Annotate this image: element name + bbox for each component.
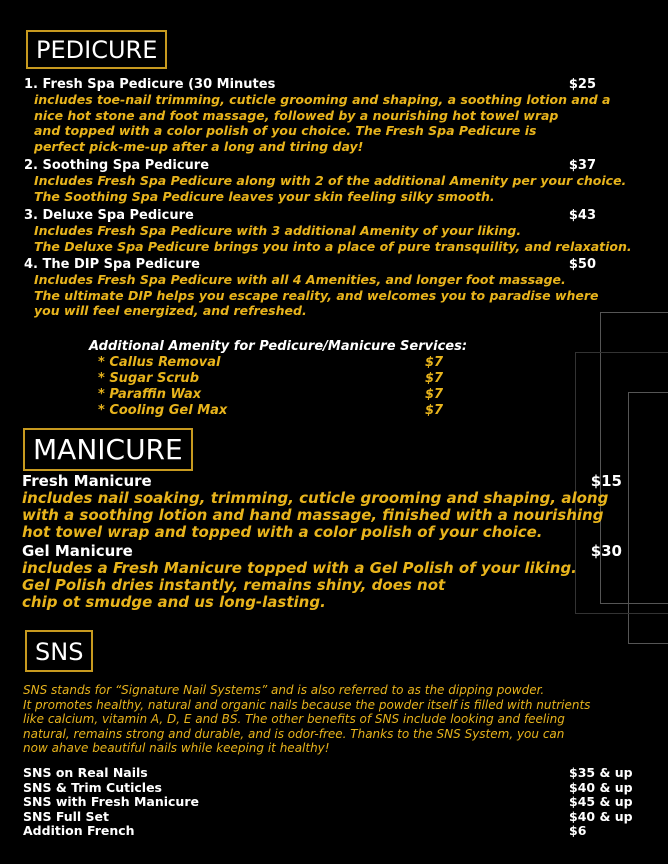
manicure-heading: MANICURE — [23, 428, 193, 471]
sns-heading: SNS — [25, 630, 93, 672]
service-price: $25 — [568, 77, 596, 92]
service-name: 3. Deluxe Spa Pedicure — [24, 208, 194, 223]
service-name: 2. Soothing Spa Pedicure — [24, 158, 210, 173]
amenity-item: * Callus Removal $7 — [98, 355, 444, 370]
service-name: Gel Manicure — [22, 542, 133, 560]
pedicure-service — [24, 77, 640, 154]
amenities-list — [89, 339, 469, 419]
service-description: Includes Fresh Spa Pedicure with all 4 Amenities, and longer foot massage. The ultimate DIP helps you escape reality, and welcomes you to paradise where you will feel energized, and refreshed. — [34, 272, 599, 319]
pedicure-heading: PEDICURE — [26, 30, 167, 69]
sns-item: SNS on Real Nails $35 & up — [23, 765, 633, 780]
service-price: $50 — [568, 257, 596, 272]
sns-price-list — [23, 766, 639, 839]
manicure-service — [22, 472, 628, 541]
sns-item: SNS Full Set $40 & up — [23, 808, 633, 824]
pedicure-service — [24, 208, 640, 254]
service-price: $37 — [568, 158, 596, 173]
service-description: includes nail soaking, trimming, cuticle grooming and shaping, along with a soothing lotion and hand massage, finished with a nourishing hot towel wrap and topped with a color polish of your choice. — [22, 489, 609, 541]
service-name: Fresh Manicure — [22, 472, 152, 490]
amenity-item: * Sugar Scrub $7 — [98, 371, 444, 386]
amenity-item: * Cooling Gel Max $7 — [98, 403, 444, 418]
service-description: Includes Fresh Spa Pedicure along with 2 of the additional Amenity per your choice. The Soothing Spa Pedicure leaves your skin feeling silky smooth. — [34, 173, 627, 204]
sns-item: SNS & Trim Cuticles $40 & up — [23, 779, 633, 795]
service-description: includes a Fresh Manicure topped with a Gel Polish of your liking. Gel Polish dries instantly, remains shiny, does not chip ot smudge and us long-lasting. — [22, 559, 577, 611]
service-price: $15 — [590, 472, 622, 490]
service-description: Includes Fresh Spa Pedicure with 3 additional Amenity of your liking. The Deluxe Spa Pedicure brings you into a place of pure transquility, and relaxation. — [34, 223, 632, 254]
pedicure-service — [24, 158, 640, 204]
service-price: $43 — [568, 208, 596, 223]
manicure-service — [22, 542, 628, 611]
sns-description: SNS stands for “Signature Nail Systems” and is also referred to as the dipping powder. It promotes healthy, natural and organic nails because the powder itself is filled with nutrients like calcium, vitamin A, D, E and BS. The other benefits of SNS include looking and feeling natural, remains strong and durable, and is odor-free. Thanks to the SNS System, you can now ahave beautiful nails while keeping it healthy! — [23, 683, 591, 755]
amenities-title: Additional Amenity for Pedicure/Manicure Services: — [89, 339, 468, 354]
service-price: $30 — [590, 542, 622, 560]
service-name: 1. Fresh Spa Pedicure (30 Minutes — [24, 77, 276, 92]
sns-item: SNS with Fresh Manicure $45 & up — [23, 794, 633, 809]
service-name: 4. The DIP Spa Pedicure — [24, 257, 200, 272]
amenity-item: * Paraffin Wax $7 — [98, 387, 444, 402]
pedicure-service — [24, 257, 640, 319]
service-description: includes toe-nail trimming, cuticle grooming and shaping, a soothing lotion and a nice hot stone and foot massage, followed by a nourishing hot towel wrap and topped with a color polish of you choice. The Fresh Spa Pedicure is perfect pick-me-up after a long and tiring day! — [34, 92, 611, 154]
sns-item: Addition French $6 — [23, 823, 587, 838]
